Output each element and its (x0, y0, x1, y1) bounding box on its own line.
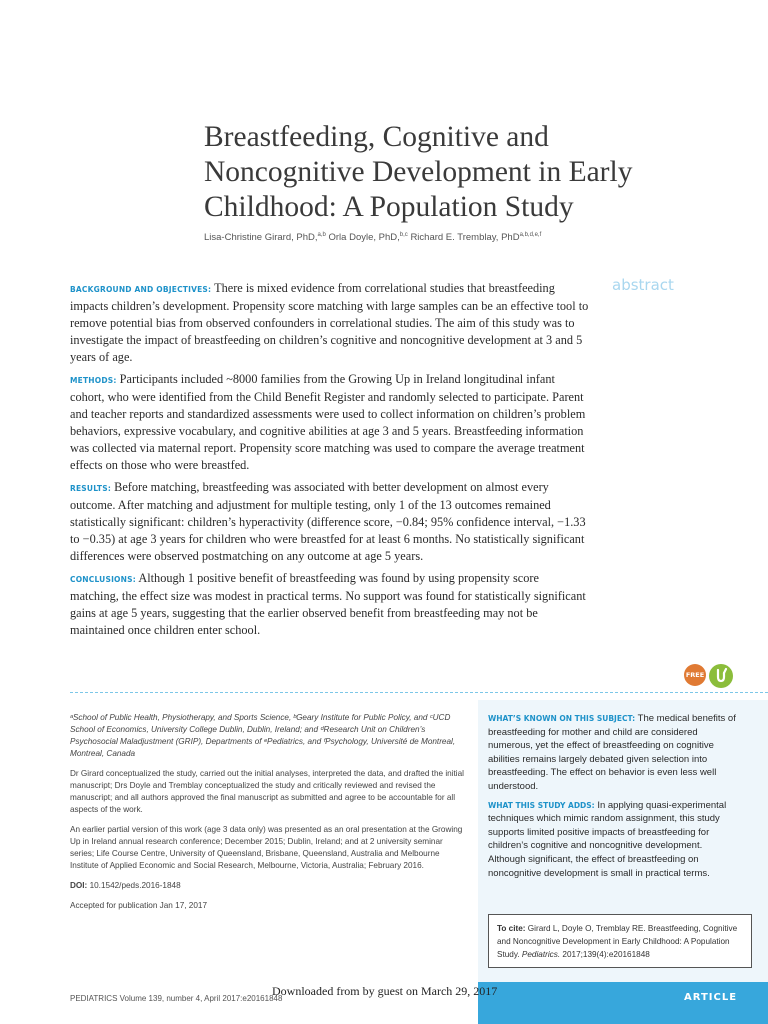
author-list (204, 232, 724, 243)
article-type-bar (478, 982, 768, 1024)
summary-text (488, 712, 738, 885)
results-text: Before matching, breastfeeding was associated with better development on almost every outcome. After matching and adjustment for multiple testing, only 1 of the 13 outcomes remained statistically significant: children’s hyperactivity (difference score, −0.84; 95% confidence interval, −1.33 to −0.35) at age 3 years for children who were breastfed for at least 6 months. No statistically significant differences were observed postmatching on any outcome at age 5 years. (70, 480, 586, 563)
cite-journal: Pediatrics. (521, 950, 561, 959)
results-label: RESULTS: (70, 484, 112, 493)
cite-ref: 2017;139(4):e20161848 (562, 950, 650, 959)
abstract-results (70, 479, 590, 565)
background-text: There is mixed evidence from correlational studies that breastfeeding impacts children’s development. Propensity score matching with large samples can be an effective tool to remove potential bias from observed confounders in correlational studies. The aim of this study was to investigate the impact of breastfeeding on children’s cognitive and noncognitive development at 3 and 5 years of age. (70, 281, 589, 364)
citation-box (488, 914, 752, 968)
affiliations: ᵃSchool of Public Health, Physiotherapy, and Sports Science, ᵇGeary Institute for Public Policy, and ᶜUCD School of Economics, University College Dublin, Dublin, Ireland; and ᵈResearch Unit on Children’s Psychosocial Maladjustment (GRIP), Departments of ᵉPediatrics, and ᶠPsychology, Université de Montreal, Montreal, Canada (70, 713, 456, 758)
conclusions-label: CONCLUSIONS: (70, 575, 136, 584)
doi-link[interactable]: 10.1542/peds.2016-1848 (89, 881, 181, 890)
open-access-icon[interactable] (709, 664, 733, 688)
doi-line (70, 880, 465, 892)
cite-text: Girard L, Doyle O, Tremblay RE. Breastfeeding, Cognitive and Noncognitive Development in Early Childhood: A Population Study. (497, 924, 738, 959)
abstract-conclusions (70, 570, 590, 639)
adds-label: WHAT THIS STUDY ADDS: (488, 800, 595, 810)
study-adds (488, 799, 738, 881)
accepted-date: Accepted for publication Jan 17, 2017 (70, 901, 208, 910)
author-affiliation-sup: a,b,d,e,f (519, 232, 542, 238)
cite-label: To cite: (497, 924, 526, 933)
section-divider (70, 692, 768, 693)
doi-label: DOI: (70, 881, 88, 890)
abstract-background (70, 280, 590, 366)
article-notes (70, 712, 465, 920)
author-name: Orla Doyle, PhD, (328, 232, 400, 244)
author-affiliation-sup: a,b (317, 232, 326, 238)
article-type-label: ARTICLE (684, 992, 738, 1003)
author-name: Lisa-Christine Girard, PhD, (204, 232, 318, 244)
methods-label: METHODS: (70, 376, 117, 385)
conclusions-text: Although 1 positive benefit of breastfeeding was found by using propensity score matching, the effect size was modest in practical terms. No support was found for statistically significant gains at age 5 years, suggesting that the earlier observed benefit from breastfeeding may not be maintained once children enter school. (70, 571, 586, 637)
open-access-glyph (709, 664, 733, 688)
journal-footer: PEDIATRICS Volume 139, number 4, April 2017:e20161848 (70, 994, 283, 1003)
abstract-heading: abstract (612, 276, 674, 294)
methods-text: Participants included ~8000 families from the Growing Up in Ireland longitudinal infant cohort, who were identified from the Child Benefit Register and randomly selected to participate. Parent and teacher reports and standardized assessments were used to collect information on children’s problem behaviors, expressive vocabulary, and cognitive abilities at age 3 and 5 years. Breastfeeding information was collected via maternal report. Propensity score matching was used to compare the average treatment effects on those who were breastfed. (70, 372, 586, 472)
download-watermark: Downloaded from by guest on March 29, 2017 (272, 984, 498, 998)
abstract-methods (70, 371, 590, 474)
background-label: BACKGROUND AND OBJECTIVES: (70, 285, 212, 294)
author-contributions: Dr Girard conceptualized the study, carried out the initial analyses, interpreted the data, and drafted the initial manuscript; Drs Doyle and Tremblay conceptualized the study and critically reviewed and revised the manuscript; and all authors approved the final manuscript as submitted and agree to be accountable for all aspects of the work. (70, 769, 464, 814)
article-title: Breastfeeding, Cognitive and Noncognitive Development in Early Childhood: A Population Study (204, 121, 633, 223)
known-label: WHAT’S KNOWN ON THIS SUBJECT: (488, 714, 636, 723)
author-affiliation-sup: b,c (399, 232, 408, 238)
abstract-body (70, 280, 590, 644)
known-text: The medical benefits of breastfeeding for mother and child are considered numerous, yet the effect of breastfeeding on cognitive abilities remains largely debated given selection into breastfeeding. The effect on behavior is even less well understood. (488, 713, 736, 792)
free-access-badge[interactable]: FREE (684, 664, 706, 686)
adds-text: In applying quasi-experimental techniques which mimic random assignment, this study supports limited positive impacts of breastfeeding for children’s cognitive and noncognitive development. Although significant, the effect of breastfeeding on noncognitive development is small in practical terms. (488, 799, 727, 879)
known-subject (488, 712, 738, 794)
author-name: Richard E. Tremblay, PhD (410, 232, 520, 244)
earlier-version-note: An earlier partial version of this work (age 3 data only) was presented as an oral presentation at the Growing Up in Ireland annual research conference; December 2015; Dublin, Ireland; and at 2 university seminar series; Life Course Centre, University of Queensland, Brisbane, Queensland, Australia and Melbourne Institute of Applied Economic and Social Research, Melbourne, Victoria, Australia; February 2016. (70, 825, 463, 870)
